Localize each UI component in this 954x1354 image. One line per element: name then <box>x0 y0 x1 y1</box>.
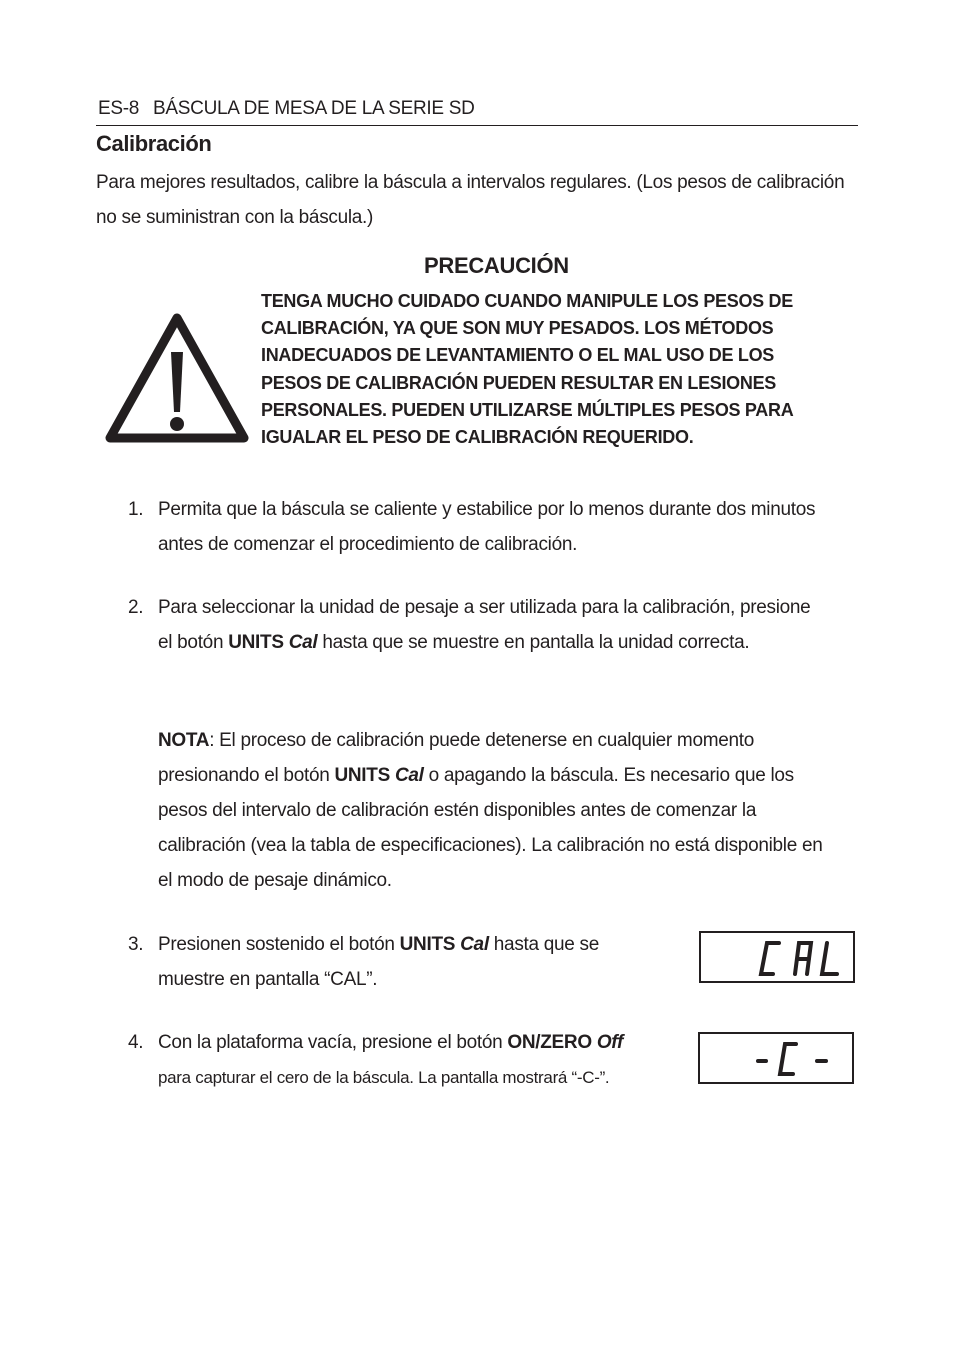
units-key-label: UNITS <box>228 632 284 653</box>
header-rule <box>96 125 858 126</box>
units-key-label: UNITS <box>334 765 390 786</box>
step-text-part: hasta que se muestre en pantalla “CAL”. <box>158 934 599 990</box>
note-paragraph <box>158 723 838 898</box>
lcd-display-cal-icon <box>699 931 855 983</box>
note-label: NOTA <box>158 730 210 751</box>
step-text-part: Con la plataforma vacía, presione el botón <box>158 1032 508 1053</box>
off-key-label: Off <box>596 1032 624 1053</box>
cal-key-label: Cal <box>460 934 489 955</box>
step-text-part: Presionen sostenido el botón <box>158 934 400 955</box>
step-text-part: Para seleccionar la unidad de pesaje a ser utilizada para la calibración, presione el botón <box>158 597 811 653</box>
step-text-part: hasta que se muestre en pantalla la unidad correcta. <box>317 632 750 653</box>
note-text-part: o apagando la báscula. Es necesario que los pesos del intervalo de calibración estén disponibles antes de comenzar la calibración (vea la tabla de especificaciones). La calibración no está disponible en el modo de pesaje dinámico. <box>158 765 823 891</box>
page-header <box>98 98 475 120</box>
caution-line: PESOS DE CALIBRACIÓN PUEDEN RESULTAR EN LESIONES <box>261 372 776 393</box>
warning-triangle-icon <box>104 312 250 444</box>
document-title: BÁSCULA DE MESA DE LA SERIE SD <box>153 98 475 119</box>
step-text <box>158 927 633 997</box>
step-number: 2. <box>128 597 144 618</box>
caution-line: CALIBRACIÓN, YA QUE SON MUY PESADOS. LOS MÉTODOS <box>261 318 774 339</box>
step-number: 1. <box>128 499 144 520</box>
step-text: Permita que la báscula se caliente y estabilice por lo menos durante dos minutos antes de comenzar el procedimiento de calibración. <box>158 499 816 555</box>
units-key-label: UNITS <box>399 934 456 955</box>
on-zero-key-label: ON/ZERO <box>507 1032 592 1053</box>
lcd-c-glyphs <box>700 1034 852 1082</box>
cal-key-label: Cal <box>394 765 424 786</box>
caution-line: IGUALAR EL PESO DE CALIBRACIÓN REQUERIDO. <box>261 427 694 448</box>
caution-line: TENGA MUCHO CUIDADO CUANDO MANIPULE LOS PESOS DE <box>261 291 793 311</box>
step-number: 3. <box>128 934 144 955</box>
caution-line: INADECUADOS DE LEVANTAMIENTO O EL MAL USO DE LOS <box>261 345 774 366</box>
caution-line: PERSONALES. PUEDEN UTILIZARSE MÚLTIPLES PESOS PARA <box>261 399 794 420</box>
section-title: Calibración <box>96 131 212 156</box>
note-text-part: : El proceso de calibración puede detenerse en cualquier momento presionando el botón <box>158 730 755 786</box>
step-text <box>158 1025 698 1095</box>
step-number: 4. <box>128 1032 144 1053</box>
caution-text <box>261 288 861 451</box>
lcd-display-c-icon <box>698 1032 854 1084</box>
caution-title: PRECAUCIÓN <box>424 253 569 278</box>
page-number: ES-8 <box>98 98 140 119</box>
step-text-part: para capturar el cero de la báscula. La pantalla mostrará “-C-”. <box>158 1068 610 1087</box>
cal-key-label: Cal <box>288 632 318 653</box>
section-intro: Para mejores resultados, calibre la báscula a intervalos regulares. (Los pesos de calibración no se suministran con la báscula.) <box>96 172 845 228</box>
step-text <box>158 590 828 660</box>
lcd-cal-glyphs <box>701 933 853 981</box>
